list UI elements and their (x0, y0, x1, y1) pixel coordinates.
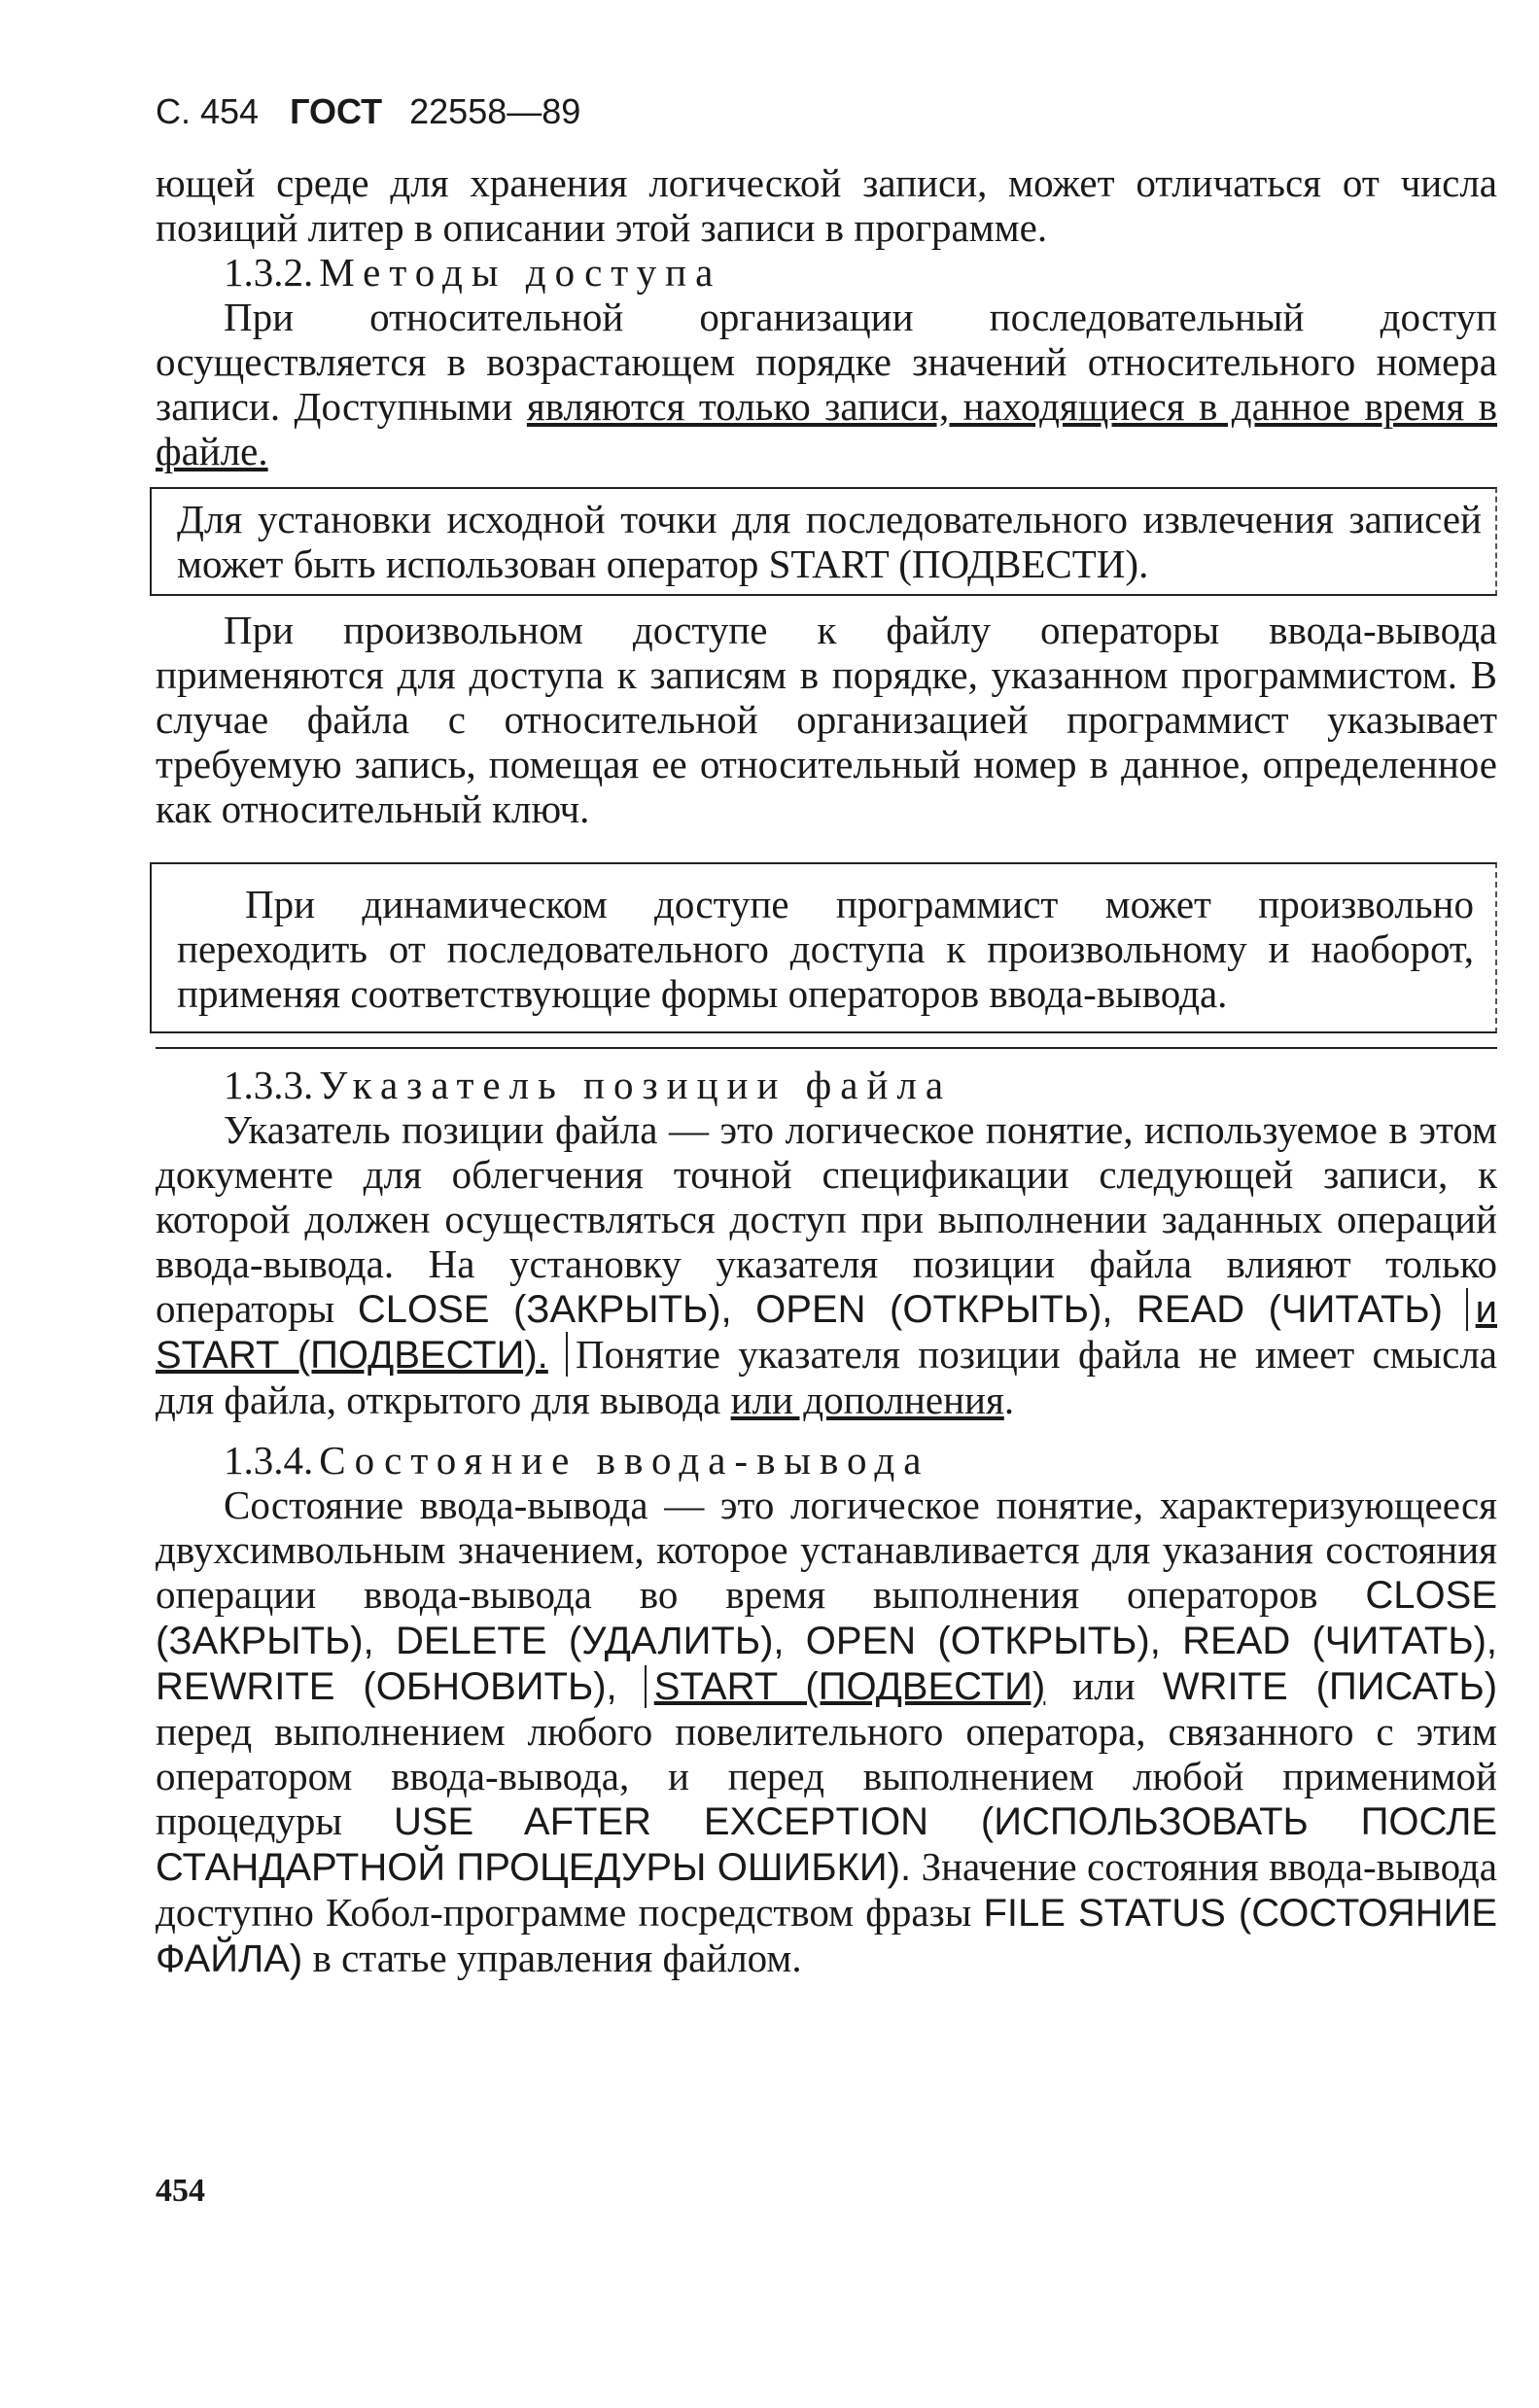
paragraph-text: или (1072, 1663, 1136, 1708)
boxed-text: Для установки исходной точки для последовательного извлечения записей может быть использован оператор START (ПОДВЕСТИ). (177, 497, 1482, 586)
paragraph-text: Состояние ввода-вывода — это логическое понятие, характеризующееся двухсимвольным значением, которое устанавливается для указания состояния операции ввода-вывода во время выполнения операторов (156, 1483, 1497, 1617)
section-heading: Методы доступа (319, 250, 722, 295)
page-number: 454 (156, 2173, 205, 2209)
paragraph-text: Понятие указателя позиции файла не имеет смысла для файла, открытого для вывода (156, 1332, 1497, 1422)
divider-line (156, 1047, 1497, 1049)
paragraph-text: Указатель позиции файла — это логическое понятие, используемое в этом документе для облегчения точной спецификации следующей записи, к которой должен осуществляться доступ при выполнении заданных операций ввода-вывода. На установку указателя позиции файла влияют только операторы (156, 1107, 1497, 1331)
file-status-clause: FILE STATUS (СОСТОЯНИЕ ФАЙЛА) (156, 1892, 1497, 1980)
section-1-3-3-paragraph (156, 1107, 1497, 1422)
section-1-3-2-paragraph-2: При произвольном доступе к файлу операторы ввода-вывода применяются для доступа к записям в порядке, указанном программистом. В случае файла с относительной организацией программист указывает требуемую запись, помещая ее относительный номер в данное, определенное как относительный ключ. (156, 608, 1497, 831)
intro-paragraph: ющей среде для хранения логической записи, может отличаться от числа позиций литер в описании этой записи в программе. (156, 160, 1497, 250)
standard-number: 22558—89 (409, 91, 581, 131)
change-box-start-operator (150, 487, 1497, 596)
section-1-3-4-paragraph (156, 1483, 1497, 1981)
change-box-dynamic-access (150, 862, 1497, 1033)
paragraph-text: перед выполнением любого повелительного оператора, связанного с этим оператором ввода-вывода, и перед выполнением любой применимой процедуры (156, 1709, 1497, 1843)
operator-names: CLOSE (ЗАКРЫТЬ), OPEN (ОТКРЫТЬ), READ (ЧИТАТЬ) (357, 1288, 1443, 1331)
paragraph-text: При относительной организации последовательный доступ осуществляется в возрастающем порядке значений относительного номера записи. Доступными (156, 295, 1497, 429)
write-operator: WRITE (ПИСАТЬ) (1162, 1665, 1498, 1708)
document-page (156, 92, 1497, 1981)
operator-names: CLOSE (ЗАКРЫТЬ), DELETE (УДАЛИТЬ), OPEN (ОТКРЫТЬ), READ (ЧИТАТЬ), REWRITE (ОБНОВИТЬ), (156, 1574, 1498, 1708)
paragraph-text: в статье управления файлом. (312, 1936, 802, 1980)
underlined-text: являются только записи, находящиеся в данное время в файле. (156, 384, 1497, 473)
use-statement: USE AFTER EXCEPTION (ИСПОЛЬЗОВАТЬ ПОСЛЕ СТАНДАРТНОЙ ПРОЦЕДУРЫ ОШИБКИ). (156, 1800, 1498, 1889)
section-heading: Состояние ввода-вывода (319, 1438, 930, 1483)
start-operator-marked: START (ПОДВЕСТИ) (645, 1665, 1045, 1708)
section-1-3-3-title (156, 1063, 1497, 1107)
marked-text: или дополнения (730, 1378, 1004, 1422)
section-1-3-2-paragraph-1 (156, 295, 1497, 473)
section-heading: Указатель позиции файла (319, 1063, 953, 1107)
section-number: 1.3.3. (224, 1063, 314, 1107)
section-number: 1.3.2. (224, 250, 314, 295)
punctuation: . (1003, 1378, 1015, 1422)
section-1-3-2-title (156, 250, 1497, 295)
page-header (156, 92, 1497, 131)
section-number: 1.3.4. (224, 1438, 314, 1483)
start-operator-marked: и START (ПОДВЕСТИ). (156, 1288, 1497, 1377)
page-prefix: С. 454 (156, 91, 260, 131)
section-1-3-4-title (156, 1438, 1497, 1483)
paragraph-text: Значение состояния ввода-вывода доступно Кобол-программе посредством фразы (156, 1844, 1497, 1935)
standard-name: ГОСТ (290, 91, 383, 131)
boxed-paragraph: При динамическом доступе программист может произвольно переходить от последовательного доступа к произвольному и наоборот, применяя соответствующие формы операторов ввода-вывода. (177, 882, 1474, 1016)
